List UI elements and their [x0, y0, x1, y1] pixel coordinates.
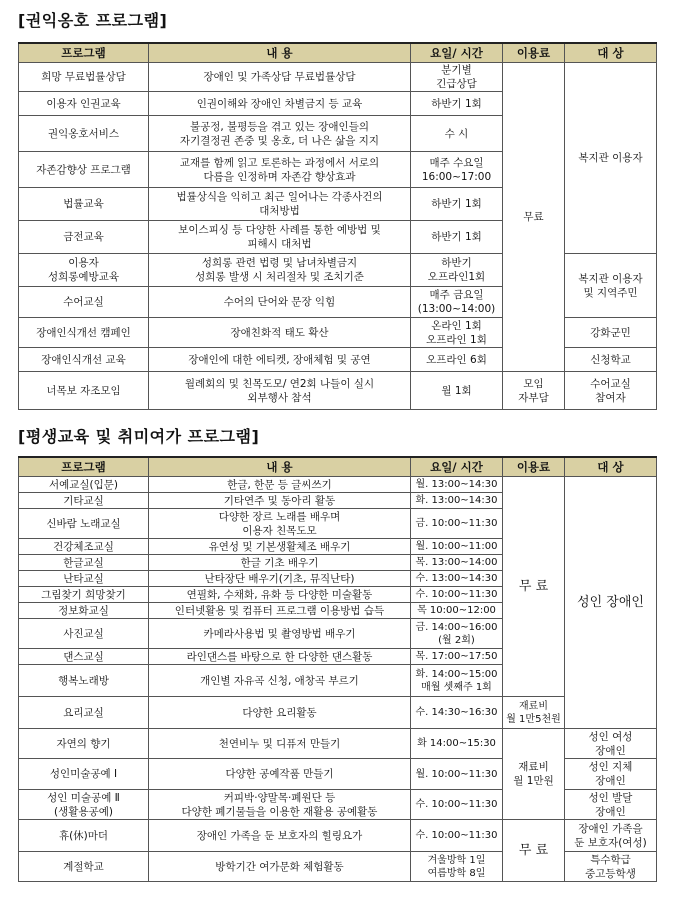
target-cell: 복지관 이용자	[565, 63, 657, 254]
program-name	[19, 92, 149, 116]
program-content	[149, 477, 411, 493]
program-content	[149, 254, 411, 287]
program-name-line: 휴(休)마더	[58, 829, 109, 842]
program-name-line: 희망 무료법률상담	[41, 71, 126, 83]
program-schedule-line: 수. 10:00~11:30	[415, 799, 498, 810]
program-name-line: 댄스교실	[63, 650, 104, 663]
program-name	[19, 152, 149, 188]
program-content-line: 이용자 친목도모	[242, 524, 317, 537]
target-cell-line: 성인 여성	[588, 730, 633, 743]
program-name	[19, 603, 149, 619]
program-name	[19, 254, 149, 287]
program-content	[149, 493, 411, 509]
program-content-line: 방학기간 여가문화 체험활동	[215, 860, 344, 873]
program-schedule	[411, 665, 503, 697]
program-name	[19, 221, 149, 254]
target-cell-line: 성인 지체	[588, 761, 633, 773]
program-content-line: 월례회의 및 친목도모/ 연2회 나들이 실시	[184, 377, 375, 390]
target-cell: 신청학교	[565, 348, 657, 372]
target-cell-line: 성인 발달	[588, 791, 633, 804]
program-content	[149, 697, 411, 729]
table-row	[19, 697, 657, 729]
program-schedule-line: 오프라인1회	[427, 271, 486, 283]
program-schedule	[411, 493, 503, 509]
program-name-line: 신바람 노래교실	[46, 517, 121, 530]
program-schedule-line: 온라인 1회	[431, 319, 482, 332]
program-schedule	[411, 571, 503, 587]
program-schedule	[411, 852, 503, 882]
program-name	[19, 852, 149, 882]
target-cell-line: 장애인 가족을	[578, 822, 643, 835]
program-schedule-line: (13:00~14:00)	[417, 303, 496, 315]
program-name	[19, 63, 149, 92]
program-schedule	[411, 92, 503, 116]
header-program: 프로그램	[19, 457, 149, 477]
target-cell	[565, 372, 657, 410]
program-schedule-line: (월 2회)	[438, 634, 475, 646]
header-schedule: 요일/ 시간	[411, 43, 503, 63]
program-content-line: 다양한 공예작품 만들기	[225, 768, 334, 780]
program-schedule	[411, 372, 503, 410]
target-cell	[565, 852, 657, 882]
program-content-line: 성희롱 관련 법령 및 남녀차별금지	[201, 257, 358, 269]
program-schedule-line: 수. 13:00~14:30	[415, 573, 498, 584]
program-name-line: 수어교실	[63, 296, 104, 308]
program-name-line: 한글교실	[63, 556, 104, 569]
program-schedule	[411, 477, 503, 493]
header-fee: 이용료	[503, 43, 565, 63]
program-content	[149, 348, 411, 372]
program-schedule	[411, 619, 503, 649]
target-cell-line: 장애인	[595, 775, 626, 787]
program-schedule-line: 겨울방학 1일	[427, 854, 486, 866]
program-schedule	[411, 63, 503, 92]
section-title-rights: [권익옹호 프로그램]	[18, 11, 168, 30]
program-content	[149, 729, 411, 759]
program-schedule	[411, 539, 503, 555]
program-content-line: 외부행사 참석	[247, 391, 312, 404]
table-row	[19, 372, 657, 410]
table-row	[19, 477, 657, 493]
program-content-line: 연필화, 수채화, 유화 등 다양한 미술활동	[186, 588, 373, 601]
target-cell-line: 참여자	[595, 391, 626, 404]
program-name	[19, 820, 149, 852]
program-schedule	[411, 509, 503, 539]
program-name-line: 성인 미술공예 Ⅱ	[47, 791, 120, 804]
program-content-line: 커피박·양말목·폐원단 등	[223, 791, 336, 804]
program-schedule-line: 오프라인 1회	[426, 333, 487, 346]
program-content	[149, 152, 411, 188]
program-content-line: 유연성 및 기본생활체조 배우기	[208, 540, 351, 553]
program-schedule	[411, 152, 503, 188]
program-content	[149, 759, 411, 790]
program-schedule-line: 매월 셋째주 1회	[421, 681, 492, 693]
program-name-line: 자연의 향기	[56, 737, 111, 750]
program-content	[149, 287, 411, 318]
program-content	[149, 555, 411, 571]
program-name-line: 이용자 인권교육	[46, 97, 121, 110]
program-schedule	[411, 820, 503, 852]
program-content	[149, 188, 411, 221]
program-content	[149, 587, 411, 603]
program-content	[149, 852, 411, 882]
program-content-line: 다양한 폐기물들을 이용한 재활용 공예활동	[181, 805, 378, 818]
target-cell	[565, 759, 657, 790]
target-cell: 강화군민	[565, 318, 657, 348]
program-content-line: 장애친화적 태도 확산	[230, 326, 329, 339]
program-name-line: 기타교실	[63, 494, 104, 507]
program-schedule-line: 월. 10:00~11:30	[415, 768, 498, 780]
program-schedule-line: 여름방학 8일	[427, 867, 486, 879]
program-content	[149, 116, 411, 152]
program-content-line: 다름을 인정하며 자존감 향상효과	[203, 170, 356, 183]
program-content	[149, 603, 411, 619]
program-schedule	[411, 729, 503, 759]
program-name-line: 계절학교	[63, 860, 104, 873]
program-name-line: 정보화교실	[58, 604, 109, 617]
program-content-line: 성희롱 발생 시 처리절차 및 조치기준	[195, 271, 364, 283]
program-name-line: (생활용공예)	[54, 805, 113, 818]
program-content-line: 대처방법	[259, 205, 300, 217]
program-content-line: 난타장단 배우기(기초, 뮤직난타)	[204, 572, 355, 585]
fee-cell	[503, 372, 565, 410]
program-name-line: 요리교실	[63, 706, 104, 719]
section-title-lifelong: [평생교육 및 취미여가 프로그램]	[18, 427, 260, 446]
program-content-line: 라인댄스를 바탕으로 한 다양한 댄스활동	[186, 650, 373, 663]
target-cell-line: 수어교실	[590, 377, 631, 390]
program-name-line: 법률교육	[63, 198, 104, 210]
target-cell: 성인 장애인	[565, 477, 657, 729]
fee-cell: 무 료	[503, 820, 565, 882]
program-content-line: 천연비누 및 디퓨저 만들기	[218, 737, 341, 750]
program-name	[19, 665, 149, 697]
program-schedule-line: 수. 14:30~16:30	[415, 707, 498, 718]
program-schedule	[411, 318, 503, 348]
program-content	[149, 509, 411, 539]
program-schedule-line: 매주 금요일	[429, 289, 484, 301]
program-content	[149, 372, 411, 410]
program-content-line: 교재를 함께 읽고 토론하는 과정에서 서로의	[179, 156, 380, 169]
program-name-line: 자존감향상 프로그램	[36, 163, 131, 176]
program-schedule-line: 수. 10:00~11:30	[415, 830, 498, 841]
header-schedule: 요일/ 시간	[411, 457, 503, 477]
program-schedule-line: 하반기 1회	[431, 231, 482, 243]
program-content-line: 인터넷활용 및 컴퓨터 프로그램 이용방법 습득	[174, 604, 385, 617]
program-schedule	[411, 555, 503, 571]
program-schedule-line: 월. 13:00~14:30	[415, 479, 498, 490]
program-name	[19, 539, 149, 555]
program-content-line: 보이스피싱 등 다양한 사례를 통한 예방법 및	[178, 224, 381, 236]
program-content-line: 카메라사용법 및 촬영방법 배우기	[203, 627, 356, 640]
program-content	[149, 649, 411, 665]
program-name-line: 장애인식개선 교육	[41, 353, 126, 366]
program-content-line: 불공정, 불평등을 겪고 있는 장애인들의	[190, 120, 369, 133]
lifelong-program-table	[18, 456, 657, 882]
target-cell	[565, 254, 657, 318]
program-name	[19, 318, 149, 348]
program-name	[19, 649, 149, 665]
program-content	[149, 92, 411, 116]
program-schedule-line: 화 14:00~15:30	[417, 738, 496, 749]
table-row	[19, 820, 657, 852]
target-cell-line: 복지관 이용자	[578, 272, 643, 285]
program-schedule-line: 목. 13:00~14:00	[415, 557, 498, 568]
program-name	[19, 759, 149, 790]
program-content-line: 자기결정권 존중 및 옹호, 더 나은 삶을 지지	[179, 134, 380, 147]
program-name	[19, 790, 149, 820]
target-cell-line: 중고등학생	[585, 867, 636, 880]
program-name-line: 건강체조교실	[53, 540, 114, 553]
program-content	[149, 820, 411, 852]
program-schedule	[411, 697, 503, 729]
program-schedule	[411, 116, 503, 152]
target-cell	[565, 729, 657, 759]
program-schedule-line: 수 시	[444, 127, 469, 140]
program-schedule	[411, 221, 503, 254]
program-name	[19, 619, 149, 649]
program-name	[19, 697, 149, 729]
program-name-line: 금전교육	[63, 231, 104, 243]
program-schedule-line: 매주 수요일	[429, 156, 484, 169]
header-content: 내 용	[149, 457, 411, 477]
header-target: 대 상	[565, 43, 657, 63]
program-name-line: 성인미술공예 I	[49, 768, 118, 780]
target-cell-line: 특수학급	[590, 853, 631, 866]
target-cell-line: 및 지역주민	[583, 286, 638, 299]
table-row	[19, 729, 657, 759]
program-content-line: 인권이해와 장애인 차별금지 등 교육	[196, 97, 363, 110]
program-content	[149, 571, 411, 587]
program-name-line: 이용자	[68, 257, 99, 269]
program-schedule	[411, 188, 503, 221]
program-content-line: 법률상식을 익히고 최근 일어나는 각종사건의	[176, 191, 383, 203]
program-content-line: 피해시 대처법	[247, 238, 312, 250]
program-content	[149, 221, 411, 254]
fee-cell	[503, 697, 565, 729]
program-content	[149, 318, 411, 348]
program-content-line: 한글, 한문 등 글씨쓰기	[227, 478, 332, 491]
program-content-line: 한글 기초 배우기	[240, 556, 319, 569]
program-content	[149, 665, 411, 697]
program-schedule	[411, 348, 503, 372]
header-program: 프로그램	[19, 43, 149, 63]
target-cell-line: 장애인	[595, 744, 626, 757]
program-content	[149, 619, 411, 649]
target-cell	[565, 820, 657, 852]
program-name	[19, 188, 149, 221]
program-schedule-line: 오프라인 6회	[426, 353, 487, 366]
program-schedule-line: 수. 10:00~11:30	[415, 589, 498, 600]
table-row	[19, 63, 657, 92]
program-content-line: 다양한 요리활동	[242, 706, 317, 719]
program-name	[19, 116, 149, 152]
program-schedule-line: 긴급상담	[436, 78, 477, 90]
program-schedule	[411, 759, 503, 790]
fee-cell-line: 월 1만5천원	[506, 713, 561, 725]
program-content-line: 장애인에 대한 에티켓, 장애체험 및 공연	[188, 353, 371, 366]
program-schedule-line: 금. 14:00~16:00	[415, 621, 498, 633]
program-schedule-line: 월. 10:00~11:00	[415, 541, 498, 552]
program-name-line: 행복노래방	[58, 674, 109, 687]
fee-cell-line: 재료비	[519, 700, 548, 712]
target-cell	[565, 790, 657, 820]
program-name-line: 권익옹호서비스	[47, 127, 119, 140]
program-schedule-line: 분기별	[441, 64, 472, 76]
program-name	[19, 348, 149, 372]
header-fee: 이용료	[503, 457, 565, 477]
fee-cell: 무료	[503, 63, 565, 372]
program-schedule	[411, 587, 503, 603]
program-name	[19, 571, 149, 587]
program-name	[19, 587, 149, 603]
program-content-line: 장애인 가족을 둔 보호자의 힐링요가	[196, 829, 363, 842]
target-cell-line: 둔 보호자(여성)	[574, 836, 647, 849]
program-name	[19, 287, 149, 318]
program-name-line: 서예교실(입문)	[48, 478, 119, 491]
program-content-line: 장애인 및 가족상담 무료법률상담	[203, 71, 356, 83]
fee-cell-line: 재료비	[518, 761, 549, 773]
program-schedule-line: 월 1회	[441, 384, 472, 397]
program-schedule-line: 화. 14:00~15:00	[415, 668, 498, 680]
target-cell-line: 장애인	[595, 805, 626, 818]
fee-cell-line: 자부담	[518, 391, 549, 404]
fee-cell-line: 모임	[523, 377, 544, 390]
header-content: 내 용	[149, 43, 411, 63]
program-schedule	[411, 790, 503, 820]
program-schedule	[411, 254, 503, 287]
program-schedule-line: 16:00~17:00	[421, 170, 492, 183]
program-content	[149, 539, 411, 555]
program-name-line: 너목보 자조모임	[46, 384, 121, 397]
program-content-line: 기타연주 및 동아리 활동	[223, 494, 336, 507]
program-schedule-line: 목. 17:00~17:50	[415, 651, 498, 662]
program-name-line: 성희롱예방교육	[47, 271, 119, 283]
program-name	[19, 372, 149, 410]
program-name	[19, 477, 149, 493]
fee-cell-line: 월 1만원	[513, 775, 554, 787]
program-name	[19, 555, 149, 571]
fee-cell: 무 료	[503, 477, 565, 697]
rights-program-table	[18, 42, 657, 410]
program-content-line: 개인별 자유곡 신청, 애창곡 부르기	[200, 674, 359, 687]
fee-cell	[503, 729, 565, 820]
header-target: 대 상	[565, 457, 657, 477]
program-name	[19, 729, 149, 759]
program-name-line: 장애인식개선 캠페인	[36, 326, 131, 339]
program-name-line: 난타교실	[63, 572, 104, 585]
program-content	[149, 790, 411, 820]
program-content	[149, 63, 411, 92]
program-schedule	[411, 649, 503, 665]
program-schedule-line: 금. 10:00~11:30	[415, 518, 498, 529]
program-schedule	[411, 287, 503, 318]
program-schedule	[411, 603, 503, 619]
program-content-line: 수어의 단어와 문장 익힘	[223, 296, 336, 308]
program-schedule-line: 하반기	[441, 257, 472, 269]
program-schedule-line: 화. 13:00~14:30	[415, 495, 498, 506]
program-content-line: 다양한 장르 노래를 배우며	[218, 510, 341, 523]
program-schedule-line: 목 10:00~12:00	[417, 605, 496, 616]
program-name-line: 그림찾기 희망찾기	[41, 588, 126, 601]
program-schedule-line: 하반기 1회	[431, 198, 482, 210]
program-name-line: 사진교실	[63, 627, 104, 640]
program-name	[19, 509, 149, 539]
program-schedule-line: 하반기 1회	[431, 97, 482, 110]
program-name	[19, 493, 149, 509]
